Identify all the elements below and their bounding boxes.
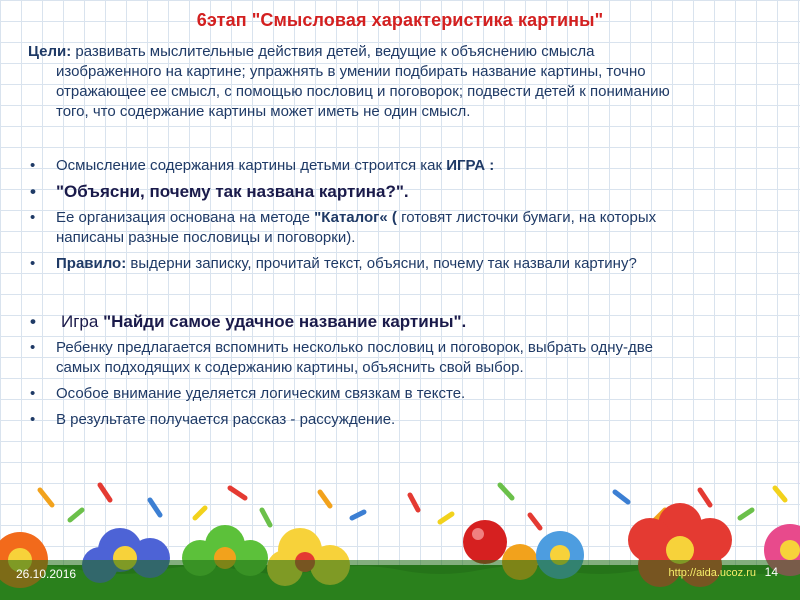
bullet-icon: • [30,255,36,272]
footer-bar [0,560,800,600]
list-item [28,338,788,378]
item-text-c: написаны разные пословицы и поговорки). [56,229,356,246]
item-bold: Правило: [56,255,127,272]
list-item [28,156,788,176]
bullet-icon: • [30,385,36,402]
item-text: В результате получается рассказ - рассуждение. [56,411,396,428]
item-text: Особое внимание уделяется логическим связкам в тексте. [56,385,466,402]
item-text: выдерни записку, прочитай текст, объясни, почему так назвали картину? [126,255,637,272]
bullet-icon: • [30,209,36,226]
goals-label: Цели: [28,43,72,60]
bullet-icon: • [30,312,36,331]
item-text: Ребенку предлагается вспомнить несколько пословиц и поговорок, выбрать одну-две [56,339,653,356]
footer-url[interactable]: http://aida.ucoz.ru [668,567,756,579]
goals-text-2: изображенного на картине; упражнять в умении подбирать название картины, точно [56,63,646,80]
list-item [28,254,788,274]
page-number: 14 [764,565,778,579]
item-text: Ее организация основана на методе [56,209,315,226]
bullet-icon: • [30,411,36,428]
goals-text-1: развивать мыслительные действия детей, ведущие к объяснению смысла [71,43,595,60]
flower-decoration [0,470,800,600]
bullet-icon: • [30,182,36,201]
item-text: Игра [61,312,104,331]
list-item [28,410,788,430]
item-bold: "Найди самое удачное название картины". [103,312,467,331]
bullet-icon: • [30,339,36,356]
item-text-b: готовят листочки бумаги, на которых [396,209,657,226]
red-ball [463,520,507,564]
footer-date: 26.10.2016 [16,567,77,581]
item-text-b: самых подходящих к содержанию картины, объяснить свой выбор. [56,359,524,376]
item-text: "Объясни, почему так названа картина?". [56,182,409,201]
slide-title: 6этап "Смысловая характеристика картины" [196,10,604,30]
bullet-list [28,156,788,436]
spacer [28,280,788,306]
list-item [28,182,788,202]
goals-text-3: отражающее ее смысл, с помощью пословиц и поговорок; подвести детей к пониманию [56,83,670,100]
list-item [28,312,788,332]
list-item [28,208,788,248]
goals-paragraph [28,42,788,122]
item-text: Осмысление содержания картины детьми строится как [56,157,447,174]
goals-text-4: того, что содержание картины может иметь не один смысл. [56,103,471,120]
item-bold: "Каталог« ( [314,209,397,226]
item-bold: ИГРА : [446,157,495,174]
list-item [28,384,788,404]
bullet-icon: • [30,157,36,174]
